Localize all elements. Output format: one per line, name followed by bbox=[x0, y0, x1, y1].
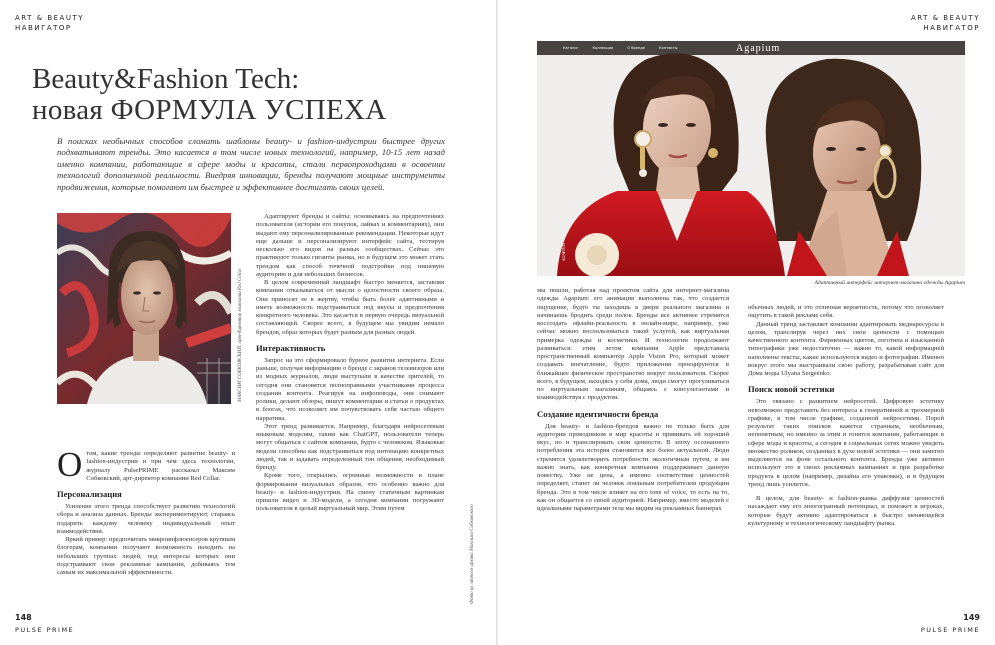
article-lead: В поисках необычных способов сломать шаблоны beauty- и fashion-индустрии быстрее других подхватывают тренды. Это касается в том числе новых технологий, например, 10-15 лет назад именно компании, работающие в сфере моды и красоты, стали первопроходцами в освоении технологий дополненной реальности. Внедряя инновации, бренды получают мощные инструменты продвижения, которые помогают им быстрее и эффективнее достигать своих целей. bbox=[57, 136, 445, 192]
paragraph: Это связано с развитием нейросетей. Цифровую эстетику невозможно представить без интереса к генеративной и трехмерной графике, в том числе графике, созданной нейросетями. Порой результат таких поисков кажется странным, необычным, непонятным, но именно за этим и гонятся компании, работающие в сфере моды и красоты, а сегодня в социальных сетях можно увидеть множество роликов, созданных в духе новой эстетики — они заметно выделяются на фоне остального контента. Бренды уже активно используют это в своих рекламных кампаниях и при разработке продукта в целом (например, дизайна его упаковки), и в будущем тренд лишь усилится. bbox=[748, 398, 944, 488]
nav-item: Контакты bbox=[659, 46, 678, 50]
paragraph: мы пошли, работая над проектом сайта для интернет-магазина одежды Agapium: его анимация выполнена так, что создается ощущение, будто ты заходишь в двери реального магазина и начинаешь бродить среди полок. Бренды все активнее стремятся воссоздать офлайн-реальность в онлайн-мире, например, уже сейчас можно воспользоваться такой услугой, как виртуальная примерка одежды и косметики. И технологии продолжают развиваться: этим летом компания Apple представила пространственный компьютер Apple Vision Pro, который может создавать впечатление, будто приложения проецируются в ближайшее физическое пространство вокруг пользователя. Скорее всего, в будущем, находясь у себя дома, люди смогут прогуливаться по виртуальным магазинам, общаясь с консультантами и взаимодействуя с продуктом. bbox=[537, 287, 729, 402]
nav-item: Каталог bbox=[563, 46, 579, 50]
right-column-1 bbox=[537, 287, 729, 611]
models-photo-caption: Адаптивный интерфейс интернет-магазина одежды Agapium bbox=[814, 280, 965, 286]
title-line-2: новая ФОРМУЛА УСПЕХА bbox=[32, 94, 387, 126]
heading-interactivity: Интерактивность bbox=[256, 342, 326, 353]
portrait-photo bbox=[57, 213, 231, 404]
paragraph: Для beauty- и fashion-брендов важно не только быть для аудитории проводником в мир красоты и прививать ей хороший вкус, но и транслировать свои ценности. В эпоху осознанного потребления эта история становится все более актуальной. Люди стремятся удовлетворить потребности экологичным путем, и им важно знать, как конкретная компания поддерживает данную повестку. Уже не цена, а именно соответствие ценностей определяет, станет ли человек лояльным потребителем продукции бренда. Это в том числе влияет на его tone of voice, то есть на то, как он общается со своей аудиторией. Например, вместо моделей с идеальными параметрами тела мы видим на рекламных баннерах bbox=[537, 422, 729, 512]
agapium-logo: Agapium bbox=[736, 43, 781, 54]
nav-item: Коллекции bbox=[592, 46, 614, 50]
spine-gutter bbox=[496, 0, 498, 645]
left-column-2 bbox=[256, 213, 444, 611]
photo-credit: Фото из личного архива Максима Собковского bbox=[470, 504, 475, 604]
paragraph: обычных людей, и это отличная вероятность, потому что позволяет ощутить в такой рекламе себя. bbox=[748, 304, 944, 320]
paragraph: Яркий пример: предпочитать микроинфлюенсеров крупным блогерам, компании получают возможность находить на небольших группах людей, под интересы которых они подстраивают свои рекламные кампании, добиваясь тем самым их максимальной эффективности. bbox=[57, 536, 235, 576]
paragraph: Данный тренд заставляет компании адаптировать медиаресурсы в целом, транслируя через них свои ценности с помощью качественного контента. Фирменных цветов, логотипа и изысканной типографики уже недостаточно — важно то, какой информацией наполнены тексты, какие используются видео и фотографии. Именно вокруг этого мы выстраивали свою работу, разрабатывая сайт для Дома моды Ulyana Sergeenko. bbox=[748, 320, 944, 377]
paragraph: В целом современный ландшафт быстро меняется, заставляя компании отказываться от мысли о целостности своего образа. Они приносят ее в жертву, чтобы быть более адаптивными и иметь возможность подстраиваться под вкусы и предпочтения конкретного человека. Это касается в первую очередь визуальной составляющей. Скорее всего, в будущем мы увидим немало брендов, образ которых будет разным для разных людей. bbox=[256, 279, 444, 336]
portrait-caption: МАКСИМ СОБКОВСКИЙ, арт-директор компании Red Collar bbox=[238, 267, 243, 402]
models-photo bbox=[537, 41, 965, 276]
left-section-header bbox=[15, 13, 84, 33]
paragraph: Запрос на это сформировало бурное развитие интернета. Если раньше, получая информацию о бренде с экранов телевизоров или из модных журналов, люди выступали в качестве зрителей, то сегодня они становятся полноправными участниками процесса создания контента. Реагируя на инфоповоды, они снимают ролики, делают обзоры, пишут комментарии и статьи о продуктах в блогах, что позволяет им почувствовать себя частью общего нарратива. bbox=[256, 356, 444, 422]
drop-cap: О bbox=[57, 450, 83, 484]
paragraph: В целом, для beauty- и fashion-рынка диффузия ценностей насаждает ему его многогранный потенциал, и поможет в игроках, которые будут активно адаптироваться к быстро меняющейся культурному и технологическому ландшафту рынка. bbox=[748, 495, 944, 527]
paragraph: Усиление этого тренда способствует развитию технологий сбора и анализа данных. Бренды экспериментируют, стараясь подарить каждому человеку индивидуальный опыт взаимодействия. bbox=[57, 503, 235, 535]
intro-paragraph: том, какие тренды определяют развитие beauty- и fashion-индустрии и при чем здесь технологии, журналу PulsePRIME рассказал Максим Собковский, арт-директор компании Red Collar. bbox=[86, 450, 235, 482]
models-illustration bbox=[537, 41, 965, 276]
right-footer-magazine: PULSE PRIME bbox=[920, 626, 980, 634]
heading-new-aesthetics: Поиск новой эстетики bbox=[748, 384, 835, 395]
title-line-1: Beauty&Fashion Tech: bbox=[32, 63, 300, 95]
left-section-label: ART & BEAUTY bbox=[15, 14, 85, 22]
paragraph: Адаптируют бренды и сайты: основываясь на предпочтениях пользователя (истории его покупок, лайках и комментариях), они выдают ему персонализированные рекомендации. Некоторые идут еще дальше и персонализируют интерфейс сайта, тестируя несколько его видов на разных сообществах. Сейчас это практикуют только гиганты рынка, но в будущем это может стать трендом как способ точечной подстройки под нишевую аудиторию и для небольших бизнесов. bbox=[256, 213, 444, 278]
article-title bbox=[32, 64, 472, 126]
left-page-number: 148 bbox=[15, 613, 32, 622]
nav-item: О бренде bbox=[627, 46, 646, 50]
right-page-number: 149 bbox=[963, 613, 980, 622]
photo-vertical-mark: AGAPIUM bbox=[561, 243, 566, 261]
right-section-header bbox=[911, 13, 980, 33]
paragraph: Кроме того, открылись огромные возможности в плане формирования визуальных образов, что особенно важно для beauty- и fashion-индустрии. На смену статичным картинкам пришли видео и 3D-модели, а сегодня компании погружают пользователя в целый виртуальный мир. Этим путем bbox=[256, 472, 444, 513]
heading-personalization: Персонализация bbox=[57, 489, 122, 499]
heading-brand-identity: Создание идентичности бренда bbox=[537, 408, 659, 419]
right-section-label: ART & BEAUTY bbox=[910, 14, 980, 22]
left-footer-magazine: PULSE PRIME bbox=[15, 626, 75, 634]
paragraph: Этот тренд развивается. Например, благодаря нейросетевым языковым моделям, таким как ChatGPT, пользователи теперь могут общаться с сайтом компании, будто с человеком. Языковые модели способны как подстраиваться под интонацию конкретных людей, так и задавать определенный тон общения, необходимый бренду. bbox=[256, 422, 444, 471]
left-column-1 bbox=[57, 450, 235, 610]
right-subsection-label: НАВИГАТОР bbox=[923, 24, 980, 32]
right-column-2 bbox=[748, 304, 944, 611]
left-subsection-label: НАВИГАТОР bbox=[15, 24, 72, 32]
portrait-illustration bbox=[57, 213, 231, 404]
